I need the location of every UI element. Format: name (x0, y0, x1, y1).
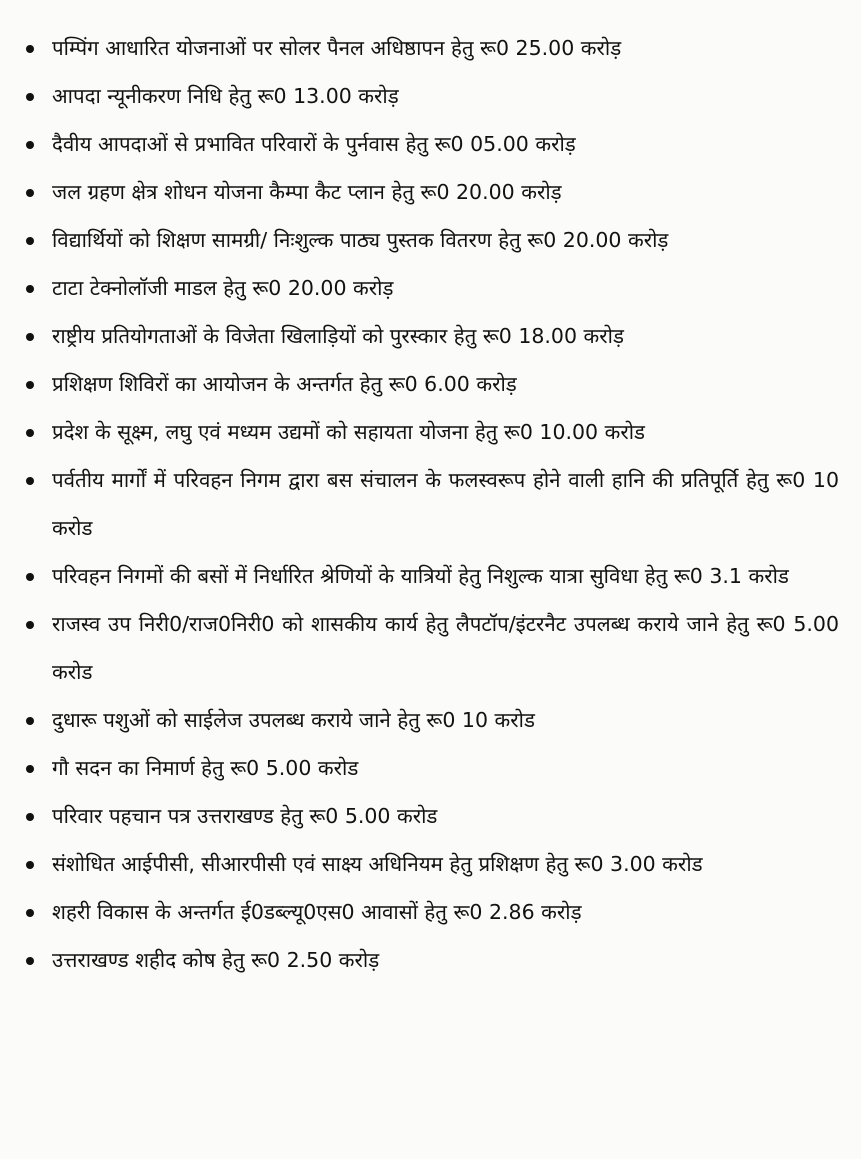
list-item (24, 312, 839, 360)
list-item-text: टाटा टेक्नोलॉजी माडल हेतु रू0 20.00 करोड़ (52, 276, 394, 300)
bullet-icon (26, 189, 34, 197)
bullet-icon (26, 381, 34, 389)
budget-item-list (24, 24, 839, 984)
list-item-text: जल ग्रहण क्षेत्र शोधन योजना कैम्पा कैट प्लान हेतु रू0 20.00 करोड़ (52, 180, 562, 204)
bullet-icon (26, 765, 34, 773)
list-item-text: परिवहन निगमों की बसों में निर्धारित श्रेणियों के यात्रियों हेतु निशुल्क यात्रा सुविधा हेतु रू0 3.1 करोड (52, 564, 789, 588)
list-item (24, 264, 839, 312)
bullet-icon (26, 333, 34, 341)
list-item-text: उत्तराखण्ड शहीद कोष हेतु रू0 2.50 करोड़ (52, 948, 380, 972)
list-item (24, 696, 839, 744)
list-item-text: गौ सदन का निमार्ण हेतु रू0 5.00 करोड (52, 756, 359, 780)
bullet-icon (26, 573, 34, 581)
list-item-text: प्रशिक्षण शिविरों का आयोजन के अन्तर्गत हेतु रू0 6.00 करोड़ (52, 372, 517, 396)
list-item-text: दुधारू पशुओं को साईलेज उपलब्ध कराये जाने हेतु रू0 10 करोड (52, 708, 535, 732)
list-item (24, 72, 839, 120)
list-item-text: प्रदेश के सूक्ष्म, लघु एवं मध्यम उद्यमों को सहायता योजना हेतु रू0 10.00 करोड (52, 420, 646, 444)
list-item (24, 168, 839, 216)
bullet-icon (26, 45, 34, 53)
list-item (24, 216, 839, 264)
list-item (24, 840, 839, 888)
list-item-text: विद्यार्थियों को शिक्षण सामग्री/ निःशुल्क पाठ्य पुस्तक वितरण हेतु रू0 20.00 करोड़ (52, 228, 669, 252)
bullet-icon (26, 285, 34, 293)
bullet-icon (26, 93, 34, 101)
list-item (24, 600, 839, 696)
list-item-text: परिवार पहचान पत्र उत्तराखण्ड हेतु रू0 5.00 करोड (52, 804, 438, 828)
bullet-icon (26, 717, 34, 725)
list-item-text: राजस्व उप निरी0/राज0निरी0 को शासकीय कार्य हेतु लैपटॉप/इंटरनैट उपलब्ध कराये जाने हेतु रू0 5.00 करोड (52, 612, 839, 684)
list-item (24, 24, 839, 72)
list-item (24, 408, 839, 456)
bullet-icon (26, 141, 34, 149)
bullet-icon (26, 957, 34, 965)
list-item (24, 120, 839, 168)
bullet-icon (26, 429, 34, 437)
list-item (24, 456, 839, 552)
list-item (24, 936, 839, 984)
list-item-text: दैवीय आपदाओं से प्रभावित परिवारों के पुर्नवास हेतु रू0 05.00 करोड़ (52, 132, 576, 156)
list-item-text: पर्वतीय मार्गों में परिवहन निगम द्वारा बस संचालन के फलस्वरूप होने वाली हानि की प्रतिपूर्ति हेतु रू0 10 करोड (52, 468, 839, 540)
list-item (24, 360, 839, 408)
bullet-icon (26, 621, 34, 629)
bullet-icon (26, 861, 34, 869)
list-item-text: आपदा न्यूनीकरण निधि हेतु रू0 13.00 करोड़ (52, 84, 399, 108)
bullet-icon (26, 237, 34, 245)
list-item (24, 744, 839, 792)
bullet-icon (26, 909, 34, 917)
bullet-icon (26, 813, 34, 821)
list-item (24, 552, 839, 600)
list-item-text: शहरी विकास के अन्तर्गत ई0डब्ल्यू0एस0 आवासों हेतु रू0 2.86 करोड़ (52, 900, 582, 924)
list-item-text: संशोधित आईपीसी, सीआरपीसी एवं साक्ष्य अधिनियम हेतु प्रशिक्षण हेतु रू0 3.00 करोड (52, 852, 703, 876)
list-item (24, 792, 839, 840)
list-item-text: पम्पिंग आधारित योजनाओं पर सोलर पैनल अधिष्ठापन हेतु रू0 25.00 करोड़ (52, 36, 622, 60)
list-item-text: राष्ट्रीय प्रतियोगताओं के विजेता खिलाड़ियों को पुरस्कार हेतु रू0 18.00 करोड़ (52, 324, 624, 348)
bullet-icon (26, 477, 34, 485)
list-item (24, 888, 839, 936)
